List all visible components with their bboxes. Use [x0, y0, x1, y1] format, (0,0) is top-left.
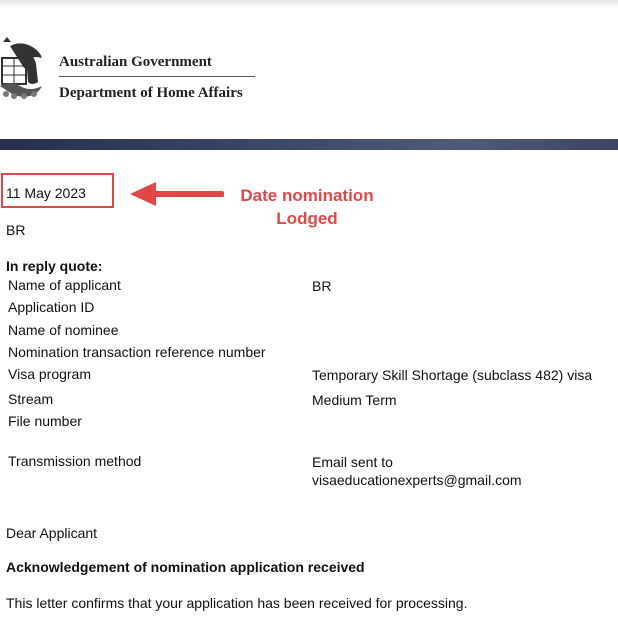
annotation-note — [218, 184, 396, 230]
label-application-id: Application ID — [8, 299, 95, 315]
letter-subject: Acknowledgement of nomination application received — [6, 559, 365, 575]
transmission-email: visaeducationexperts@gmail.com — [312, 472, 522, 488]
body-paragraph: This letter confirms that your application has been received for processing. — [6, 595, 468, 611]
value-transmission-method — [312, 453, 522, 489]
department-name: Department of Home Affairs — [59, 85, 243, 101]
label-file-number: File number — [8, 413, 82, 429]
top-shadow — [0, 0, 618, 8]
government-name: Australian Government — [59, 54, 212, 70]
annotation-line-1: Date nomination — [240, 186, 374, 205]
transmission-line-1: Email sent to — [312, 454, 393, 470]
label-name-of-nominee: Name of nominee — [8, 322, 119, 338]
header-band — [0, 139, 618, 150]
greeting: Dear Applicant — [6, 525, 98, 541]
label-transmission-method: Transmission method — [8, 453, 142, 469]
coat-of-arms-icon — [0, 36, 50, 102]
annotation-line-2: Lodged — [276, 209, 338, 228]
label-stream: Stream — [8, 391, 54, 407]
value-visa-program: Temporary Skill Shortage (subclass 482) visa — [312, 367, 593, 383]
label-visa-program: Visa program — [8, 366, 92, 382]
value-stream: Medium Term — [312, 392, 397, 408]
addressee: BR — [6, 222, 26, 238]
header-divider — [59, 76, 255, 77]
arrow-left-icon — [128, 179, 224, 209]
letter-date: 11 May 2023 — [6, 185, 86, 201]
label-nomination-ref: Nomination transaction reference number — [8, 344, 266, 360]
reply-quote-heading: In reply quote: — [6, 258, 103, 274]
label-name-of-applicant: Name of applicant — [8, 277, 121, 293]
value-name-of-applicant: BR — [312, 278, 332, 294]
